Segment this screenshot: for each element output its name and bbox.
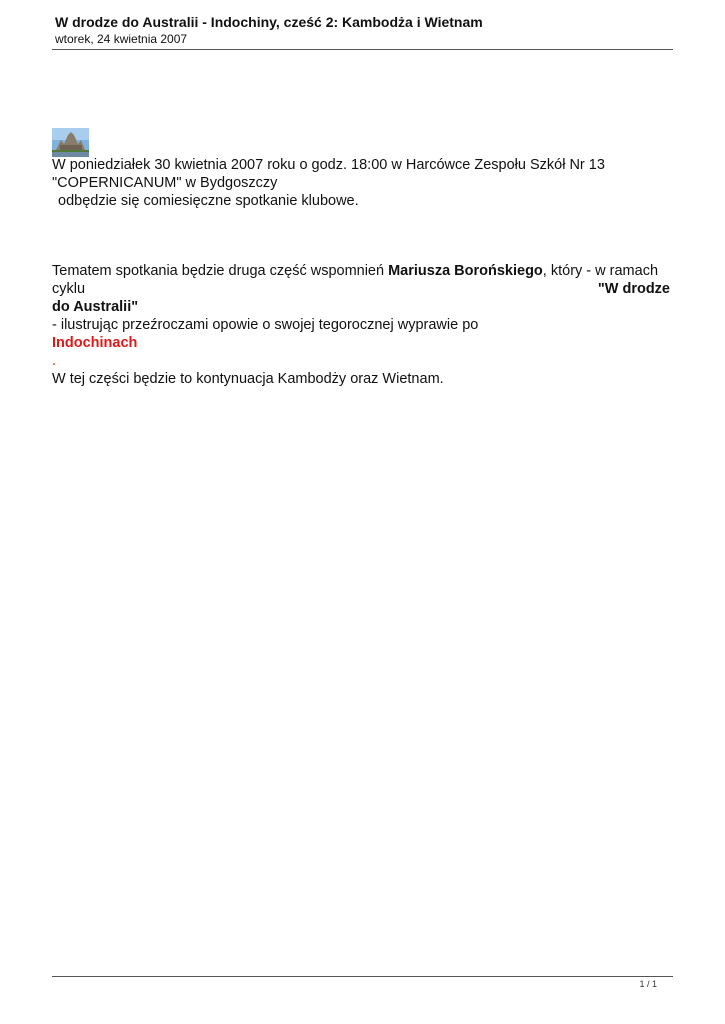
topic-after-speaker: , który - w ramach [542, 263, 659, 279]
slides-line: - ilustrując przeźroczami opowie o swojej tegorocznej wyprawie po [52, 317, 479, 333]
footer-divider [52, 976, 673, 977]
meeting-date-line: W poniedziałek 30 kwietnia 2007 roku o godz. 18:00 w Harcówce Zespołu Szkół Nr 13 [52, 157, 605, 173]
region-name: Indochinach [52, 335, 138, 351]
speaker-name: Mariusza Borońskiego [388, 263, 543, 279]
cycle-name-part1: "W drodze [597, 281, 670, 297]
page-number: 1 / 1 [639, 979, 657, 989]
topic-intro: Tematem spotkania będzie druga część wspomnień [52, 263, 389, 279]
meeting-location-line: "COPERNICANUM" w Bydgoszczy [52, 175, 278, 191]
cycle-name-part2: do Australii" [52, 299, 139, 315]
cycle-line [52, 280, 670, 298]
announcement-paragraph [52, 156, 670, 210]
temple-photo-icon [52, 128, 89, 157]
cycle-word: cyklu [52, 281, 86, 297]
meeting-type-line: odbędzie się comiesięczne spotkanie klubowe. [58, 193, 359, 209]
topic-paragraph [52, 262, 670, 280]
continuation-line: W tej części będzie to kontynuacja Kambodży oraz Wietnam. [52, 371, 444, 387]
header-divider [52, 49, 673, 50]
article-body [52, 156, 670, 388]
document-header [55, 13, 673, 47]
document-title: W drodze do Australii - Indochiny, cześć 2: Kambodża i Wietnam [55, 14, 483, 30]
document-date: wtorek, 24 kwietnia 2007 [55, 32, 188, 46]
region-dot: . [52, 353, 57, 369]
